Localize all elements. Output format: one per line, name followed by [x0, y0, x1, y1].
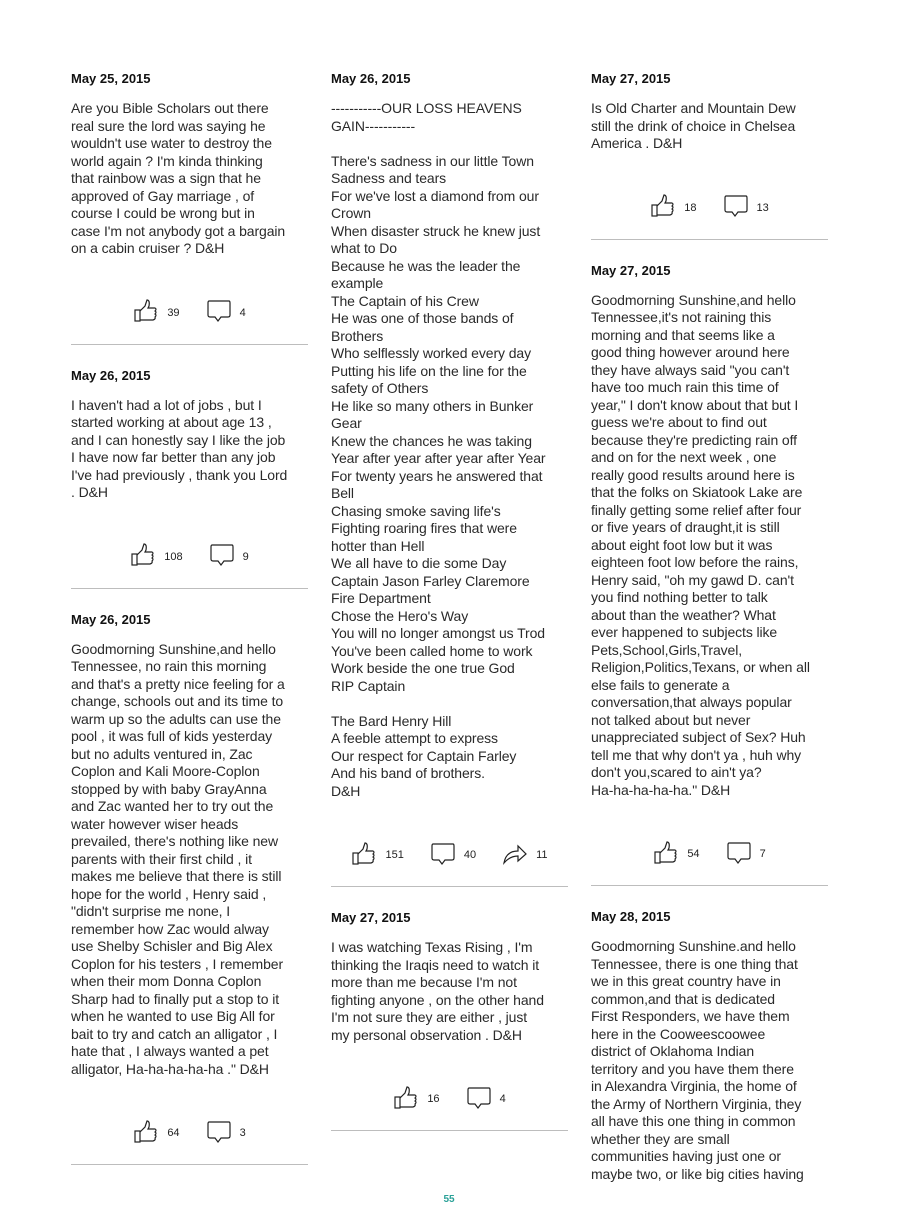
- like-count: 108: [164, 550, 183, 563]
- post-date: May 27, 2015: [591, 71, 671, 86]
- like-button[interactable]: [650, 193, 722, 222]
- post-text: I was watching Texas Rising , I'm thinking the Iraqis need to watch it more than me because I'm not fighting anyone , on the other hand I'm not sure they are either , just my personal observation . D&H: [331, 939, 544, 1043]
- like-button[interactable]: [653, 840, 725, 869]
- post-date: May 27, 2015: [591, 262, 671, 278]
- comment-icon: [466, 1085, 492, 1114]
- thumbs-up-icon: [133, 298, 159, 327]
- thumbs-up-icon: [133, 1119, 159, 1148]
- like-button[interactable]: [130, 542, 208, 571]
- divider: [71, 344, 308, 345]
- column-3: [591, 70, 828, 1183]
- comment-icon: [206, 1119, 232, 1148]
- divider: [331, 886, 568, 887]
- post-date: May 26, 2015: [71, 611, 151, 627]
- comment-button[interactable]: [466, 1085, 506, 1114]
- comment-count: 4: [499, 1093, 506, 1105]
- reaction-bar: [591, 839, 828, 869]
- thumbs-up-icon: [351, 841, 377, 870]
- reaction-bar: [331, 1084, 568, 1114]
- divider: [331, 1130, 568, 1131]
- post-text: I haven't had a lot of jobs , but I started working at about age 13 , and I can honestly say I like the job I have now far better than any job I've had previously , thank you Lord . D&H: [71, 396, 288, 500]
- like-button[interactable]: [351, 841, 429, 870]
- divider: [71, 588, 308, 589]
- comment-count: 4: [239, 306, 246, 319]
- share-count: 11: [536, 849, 548, 861]
- like-count: 39: [167, 306, 180, 319]
- comment-button[interactable]: [723, 193, 769, 222]
- reaction-bar: [331, 840, 568, 870]
- post: [591, 908, 828, 1183]
- like-count: 64: [167, 1127, 180, 1139]
- comment-button[interactable]: [206, 1119, 246, 1148]
- like-button[interactable]: [133, 298, 205, 327]
- comment-button[interactable]: [206, 298, 246, 327]
- comment-icon: [430, 841, 456, 870]
- post: [71, 611, 308, 1166]
- post-text: Are you Bible Scholars out there real sure the lord was saying he wouldn't use water to destroy the world again ? I'm kinda thinking that rainbow was a sign that he approved of Gay marriage , of course I could be wrong but in case I'm not anybody got a bargain on a cabin cruiser ? D&H: [71, 100, 286, 256]
- column-1: [71, 70, 308, 1187]
- reaction-bar: [591, 193, 828, 223]
- post: [591, 262, 828, 887]
- comment-button[interactable]: [726, 840, 766, 869]
- comment-button[interactable]: [209, 542, 249, 571]
- post: [331, 909, 568, 1131]
- like-count: 16: [427, 1093, 440, 1105]
- reaction-bar: [71, 542, 308, 572]
- comment-icon: [206, 298, 232, 327]
- divider: [591, 239, 828, 240]
- post-date: May 26, 2015: [331, 71, 411, 86]
- share-button[interactable]: [502, 841, 547, 870]
- comment-count: 13: [756, 201, 769, 214]
- post: [591, 70, 828, 240]
- like-button[interactable]: [133, 1119, 205, 1148]
- comment-count: 40: [463, 849, 477, 861]
- post-text: Goodmorning Sunshine,and hello Tennessee, no rain this morning and that's a pretty nice feeling for a change, schools out and its time to warm up so the adults can use the pool , it was full of kids yesterday but no adults ventured in, Zac Coplon and Kali Moore-Coplon stopped by with baby GrayAnna and Zac wanted her to try out the water however wiser heads prevailed, there's nothing like new parents with their first child , it makes me believe that there is still hope for the world , Henry said , "didn't surprise me none, I remember how Zac would alway use Shelby Schisler and Big Alex Coplon for his testers , I remember when their mom Donna Coplon Sharp had to finally put a stop to it when he wanted to use Big All for bait to try and catch an alligator , I hate that , I always wanted a pet alligator, Ha-ha-ha-ha-ha ." D&H: [71, 640, 285, 1077]
- post-text: Goodmorning Sunshine,and hello Tennessee,it's not raining this morning and that seems like a good thing however around here they have always said "you can't have too much rain this time of year," I don't know about that but I guess we're about to find out because they're predicting rain off and on for the next week , one really good results around here is that the folks on Skiatook Lake are finally getting some relief after four or five years of draught,it is still about eight foot low but it was eighteen foot low before the rains, Henry said, "oh my gawd D. can't you find nothing better to talk about than the weather? What ever happened to subjects like Pets,School,Girls,Travel, Religion,Politics,Texans, or when all else fails to generate a conversation,that always popular not talked about but never unappreciated subject of Sex? Huh tell me that why don't ya , huh why don't you,scared to ain't ya? Ha-ha-ha-ha-ha." D&H: [591, 291, 810, 798]
- page-number: 55: [443, 1194, 455, 1205]
- comment-button[interactable]: [430, 841, 502, 870]
- post-text: -----------OUR LOSS HEAVENS GAIN----------- There's sadness in our little Town Sadness and tears For we've lost a diamond from our Crown When disaster struck he knew just what to Do Because he was the leader the example The Captain of his Crew He was one of those bands of Brothers Who selflessly worked every day Putting his life on the line for the safety of Others He like so many others in Bunker Gear Knew the chances he was taking Year after year after year after Year For twenty years he answered that Bell Chasing smoke saving life's Fighting roaring fires that were hotter than Hell We all have to die some Day Captain Jason Farley Claremore Fire Department Chose the Hero's Way You will no longer amongst us Trod You've been called home to work Work beside the one true God RIP Captain The Bard Henry Hill A feeble attempt to express Our respect for Captain Farley And his band of brothers. D&H: [331, 100, 546, 799]
- share-icon: [502, 841, 528, 870]
- comment-icon: [726, 840, 752, 869]
- comment-icon: [209, 542, 235, 571]
- thumbs-up-icon: [130, 542, 156, 571]
- post-text: Goodmorning Sunshine.and hello Tennessee, there is one thing that we in this great country have in common,and that is dedicated First Responders, we have them here in the Cooweescoowee district of Oklahoma Indian territory and you have them there in Alexandra Virginia, the home of the Army of Northern Virginia, they all have this one thing in common whether they are small communities having just one or maybe two, or like big cities having: [591, 938, 804, 1182]
- like-count: 54: [687, 848, 700, 860]
- reaction-bar: [71, 298, 308, 328]
- post-text: Is Old Charter and Mountain Dew still the drink of choice in Chelsea America . D&H: [591, 100, 796, 151]
- thumbs-up-icon: [393, 1085, 419, 1114]
- comment-icon: [723, 193, 749, 222]
- thumbs-up-icon: [653, 840, 679, 869]
- post-date: May 28, 2015: [591, 909, 671, 924]
- like-count: 18: [684, 201, 697, 214]
- comment-count: 7: [759, 848, 766, 860]
- post: [71, 70, 308, 345]
- divider: [591, 885, 828, 886]
- reaction-bar: [71, 1118, 308, 1148]
- post: [331, 70, 568, 887]
- post-date: May 26, 2015: [71, 367, 151, 383]
- like-button[interactable]: [393, 1085, 465, 1114]
- comment-count: 3: [239, 1127, 246, 1139]
- comment-count: 9: [242, 550, 249, 563]
- post: [71, 367, 308, 589]
- thumbs-up-icon: [650, 193, 676, 222]
- divider: [71, 1164, 308, 1165]
- post-date: May 25, 2015: [71, 71, 151, 86]
- post-date: May 27, 2015: [331, 910, 411, 925]
- like-count: 151: [385, 849, 404, 861]
- column-2: [331, 70, 568, 1153]
